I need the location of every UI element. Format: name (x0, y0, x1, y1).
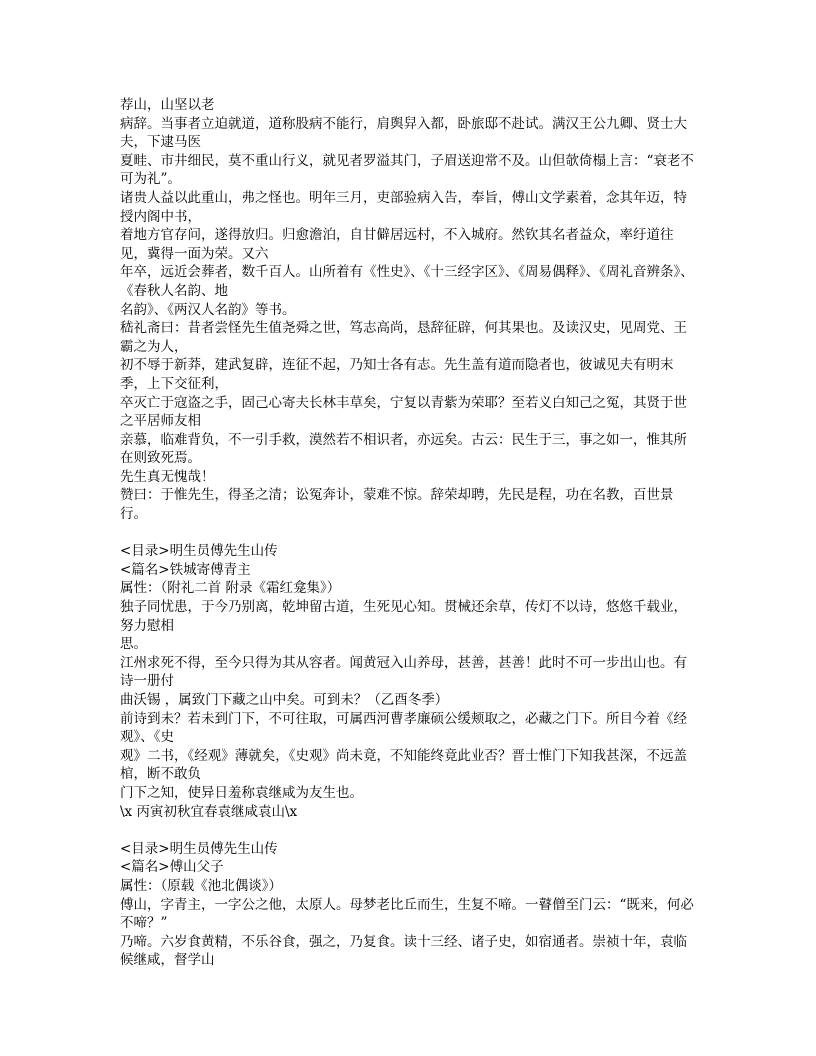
text-line: 诸贵人益以此重山，弗之怪也。明年三月，吏部验病入告，奉旨，傅山文学素着，念其年迈，特授内阁中书， (120, 189, 687, 225)
text-line: 前诗到未？若未到门下，不可往取，可属西河曹孝廉硕公缓颊取之，必藏之门下。所目今着《经观》、《史 (120, 710, 687, 746)
text-line: 独子同忧患，于今乃别离，乾坤留古道，生死见心知。贯械还余草，传灯不以诗，悠悠千载业，努力慰相 (120, 599, 687, 634)
text-line: 病辞。当事者立迫就道，道称股病不能行，肩舆舁入都，卧旅邸不赴试。满汉王公九卿、贤士大夫，下逮马医 (120, 115, 687, 151)
text-line: 荐山，山坚以老 (120, 97, 215, 113)
text-line: 名韵》、《两汉人名韵》等书。 (120, 301, 296, 318)
text-line: 傅山，字青主，一字公之他，太原人。母梦老比丘而生，生复不啼。一瞽僧至门云：“既来，何必不啼？” (120, 896, 694, 932)
document-page (120, 96, 696, 970)
text-line: <篇名>傅山父子 (120, 859, 224, 876)
text-line: <目录>明生员傅先生山传 (120, 543, 278, 560)
text-line: 江州求死不得，至今只得为其从容者。闻黄冠入山养母，甚善，甚善！此时不可一步出山也。有诗一册付 (120, 654, 687, 690)
text-line: 卒灭亡于寇盗之手，固己心寄夫长林丰草矣，宁复以青紫为荣耶？至若义白知己之冤，其贤于世之平居师友相 (120, 394, 687, 430)
text-line: 乃啼。六岁食黄精，不乐谷食，强之，乃复食。读十三经、诸子史，如宿通者。崇祯十年，袁临候继咸，督学山 (120, 933, 687, 969)
text-line: 嵇礼斋曰：昔者尝怪先生值尧舜之世，笃志高尚，恳辞征辟，何其果也。及读汉史，见周党、王霸之为人， (120, 320, 687, 355)
text-line: \x 丙寅初秋宜春袁继咸袁山\x (120, 803, 298, 820)
text-line: 先生真无愧哉！ (120, 468, 215, 485)
text-line: 属性：（附礼二首 附录《霜红龛集》） (120, 580, 341, 597)
blank-line (120, 524, 696, 543)
text-line: 着地方官存问，遂得放归。归愈澹泊，自甘僻居远村，不入城府。然钦其名者益众，率纡道往见，冀得一面为荣。又六 (120, 227, 674, 262)
text-line: 门下之知，使异日羞称袁继咸为友生也。 (120, 784, 363, 801)
blank-line (120, 821, 696, 840)
text-line: 观》二书，《经观》薄就矣，《史观》尚未竟，不知能终竟此业否？晋士惟门下知我甚深，不远盖棺，断不敢负 (120, 747, 687, 783)
text-line: 曲沃锡 ，属致门下藏之山中矣。可到未？（乙酉冬季） (120, 692, 449, 708)
text-line: 思。 (120, 636, 147, 653)
text-line: 年卒，远近会葬者，数千百人。山所着有《性史》、《十三经字区》、《周易偶释》、《周礼音辨条》、《春秋人名韵、地 (120, 264, 694, 299)
text-line: <篇名>铁城寄傅青主 (120, 561, 251, 578)
text-line: 夏畦、市井细民，莫不重山行义，就见者罗溢其门，子眉送迎常不及。山但欹倚榻上言：“衰老不可为礼”。 (120, 152, 694, 188)
text-line: 初不辱于新莽，建武复辟，连征不起，乃知士各有志。先生盖有道而隐者也，彼诚见夫有明末季，上下交征利， (120, 357, 674, 392)
text-line: 赞曰：于惟先生，得圣之清；讼冤奔讣，蒙难不惊。辞荣却聘，先民是程，功在名教，百世景行。 (120, 487, 674, 523)
text-line: <目录>明生员傅先生山传 (120, 840, 278, 857)
text-line: 亲慕，临难背负，不一引手救，漠然若不相识者，亦远矣。古云：民生于三，事之如一，惟其所在则致死焉。 (120, 431, 687, 467)
text-line: 属性：（原载《池北偶谈》） (120, 877, 282, 894)
